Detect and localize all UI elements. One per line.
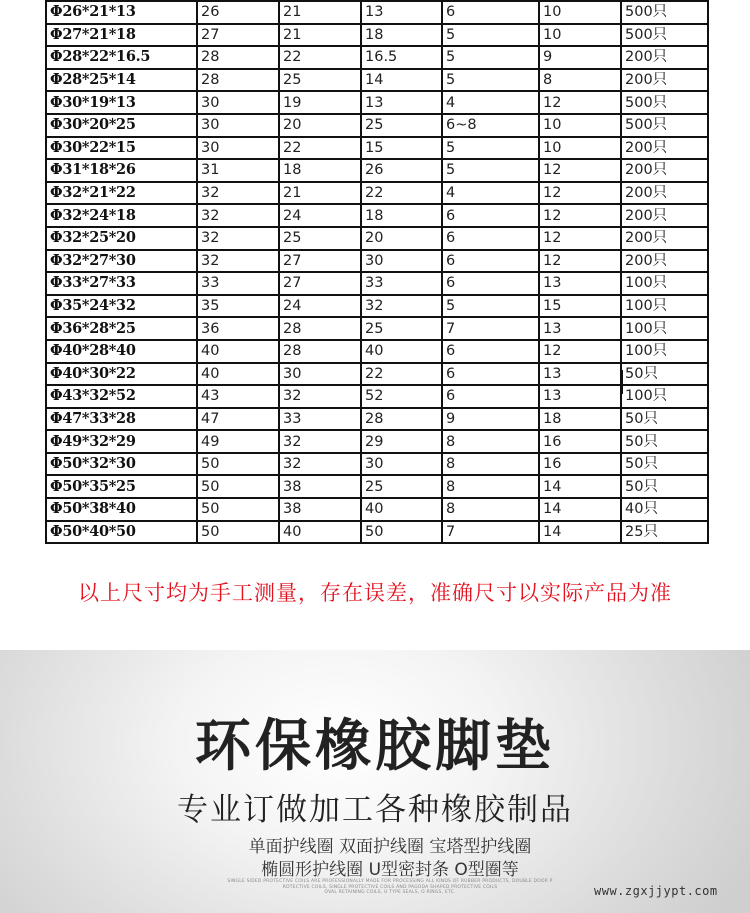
table-cell-outer-diameter: 50 [197, 498, 279, 521]
table-cell-col5: 6 [442, 385, 539, 408]
table-cell-model: Φ33*27*33 [46, 272, 197, 295]
table-cell-outer-diameter: 36 [197, 317, 279, 340]
table-cell-model: Φ32*24*18 [46, 204, 197, 227]
table-cell-model: Φ50*32*30 [46, 453, 197, 476]
table-cell-packing: 100只 [621, 340, 708, 363]
table-cell-inner-diameter: 32 [279, 430, 361, 453]
table-cell-col6: 12 [539, 250, 621, 273]
table-cell-height: 15 [361, 137, 442, 160]
table-cell-model: Φ32*21*22 [46, 182, 197, 205]
table-cell-col6: 9 [539, 46, 621, 69]
table-cell-height: 28 [361, 408, 442, 431]
table-cell-col6: 14 [539, 521, 621, 544]
table-cell-col5: 8 [442, 498, 539, 521]
table-cell-col5: 6 [442, 340, 539, 363]
table-cell-col5: 6~8 [442, 114, 539, 137]
table-cell-col6: 16 [539, 453, 621, 476]
table-cell-col5: 5 [442, 137, 539, 160]
table-cell-height: 25 [361, 317, 442, 340]
table-cell-inner-diameter: 38 [279, 498, 361, 521]
table-cell-height: 29 [361, 430, 442, 453]
table-cell-height: 30 [361, 453, 442, 476]
table-row [46, 408, 708, 431]
table-cell-col6: 13 [539, 317, 621, 340]
table-cell-height: 20 [361, 227, 442, 250]
table-cell-outer-diameter: 32 [197, 182, 279, 205]
table-cell-inner-diameter: 25 [279, 69, 361, 92]
table-cell-outer-diameter: 28 [197, 46, 279, 69]
table-cell-packing: 200只 [621, 137, 708, 160]
table-cell-outer-diameter: 32 [197, 204, 279, 227]
table-cell-packing: 50只 [621, 453, 708, 476]
table-cell-model: Φ47*33*28 [46, 408, 197, 431]
table-row [46, 159, 708, 182]
table-cell-packing: 100只 [621, 385, 708, 408]
table-cell-col5: 4 [442, 91, 539, 114]
table-cell-col6: 8 [539, 69, 621, 92]
table-cell-inner-diameter: 28 [279, 317, 361, 340]
table-cell-inner-diameter: 21 [279, 1, 361, 24]
table-cell-col6: 15 [539, 295, 621, 318]
table-row [46, 114, 708, 137]
table-cell-col6: 12 [539, 204, 621, 227]
table-cell-col5: 9 [442, 408, 539, 431]
table-cell-model: Φ30*19*13 [46, 91, 197, 114]
table-cell-outer-diameter: 50 [197, 453, 279, 476]
table-row [46, 521, 708, 544]
table-cell-packing: 50只 [621, 475, 708, 498]
table-cell-packing: 200只 [621, 182, 708, 205]
spec-table-body [46, 1, 708, 543]
table-cell-height: 22 [361, 182, 442, 205]
table-cell-packing: 50只 [621, 363, 708, 386]
banner-subtitle: 专业订做加工各种橡胶制品 [177, 792, 573, 828]
table-cell-inner-diameter: 21 [279, 24, 361, 47]
table-cell-model: Φ49*32*29 [46, 430, 197, 453]
table-cell-outer-diameter: 40 [197, 340, 279, 363]
table-cell-packing: 200只 [621, 204, 708, 227]
table-cell-model: Φ30*20*25 [46, 114, 197, 137]
table-cell-col5: 7 [442, 521, 539, 544]
table-cell-inner-diameter: 27 [279, 272, 361, 295]
table-cell-inner-diameter: 30 [279, 363, 361, 386]
spec-table-container [45, 0, 707, 544]
table-cell-outer-diameter: 26 [197, 1, 279, 24]
table-cell-col5: 6 [442, 227, 539, 250]
table-cell-height: 14 [361, 69, 442, 92]
table-cell-col5: 7 [442, 317, 539, 340]
table-cell-height: 13 [361, 91, 442, 114]
table-cell-height: 13 [361, 1, 442, 24]
table-cell-inner-diameter: 21 [279, 182, 361, 205]
table-cell-inner-diameter: 20 [279, 114, 361, 137]
table-row [46, 91, 708, 114]
table-cell-packing: 50只 [621, 430, 708, 453]
table-cell-model: Φ50*35*25 [46, 475, 197, 498]
table-cell-height: 32 [361, 295, 442, 318]
table-cell-model: Φ32*27*30 [46, 250, 197, 273]
table-cell-col6: 10 [539, 114, 621, 137]
table-cell-col5: 5 [442, 159, 539, 182]
table-cell-model: Φ40*30*22 [46, 363, 197, 386]
table-cell-col6: 12 [539, 91, 621, 114]
table-cell-packing: 500只 [621, 114, 708, 137]
table-cell-col5: 6 [442, 250, 539, 273]
table-cell-col5: 5 [442, 46, 539, 69]
table-cell-outer-diameter: 40 [197, 363, 279, 386]
table-row [46, 295, 708, 318]
table-row [46, 69, 708, 92]
table-cell-model: Φ50*40*50 [46, 521, 197, 544]
table-row [46, 204, 708, 227]
table-cell-inner-diameter: 27 [279, 250, 361, 273]
table-cell-outer-diameter: 30 [197, 114, 279, 137]
table-cell-packing: 40只 [621, 498, 708, 521]
banner-english-description [225, 879, 555, 896]
measurement-notice: 以上尺寸均为手工测量，存在误差，准确尺寸以实际产品为准 [78, 581, 672, 605]
table-cell-height: 22 [361, 363, 442, 386]
table-row [46, 46, 708, 69]
table-row [46, 182, 708, 205]
table-cell-col6: 10 [539, 24, 621, 47]
table-cell-inner-diameter: 25 [279, 227, 361, 250]
table-cell-col6: 18 [539, 408, 621, 431]
banner-product-line-2: 椭圆形护线圈 U型密封条 O型圈等 [261, 860, 519, 880]
text-cursor-mark [621, 370, 623, 394]
table-row [46, 227, 708, 250]
website-url: www.zgxjjypt.com [594, 884, 718, 898]
table-cell-outer-diameter: 35 [197, 295, 279, 318]
table-cell-height: 26 [361, 159, 442, 182]
table-cell-inner-diameter: 24 [279, 295, 361, 318]
table-cell-height: 50 [361, 521, 442, 544]
table-cell-col5: 6 [442, 363, 539, 386]
table-cell-col6: 13 [539, 385, 621, 408]
table-cell-outer-diameter: 50 [197, 521, 279, 544]
table-cell-height: 30 [361, 250, 442, 273]
table-cell-inner-diameter: 22 [279, 137, 361, 160]
table-cell-outer-diameter: 47 [197, 408, 279, 431]
table-cell-model: Φ28*25*14 [46, 69, 197, 92]
table-cell-inner-diameter: 28 [279, 340, 361, 363]
table-cell-height: 40 [361, 498, 442, 521]
table-cell-model: Φ40*28*40 [46, 340, 197, 363]
table-cell-model: Φ31*18*26 [46, 159, 197, 182]
table-cell-outer-diameter: 30 [197, 137, 279, 160]
table-row [46, 340, 708, 363]
table-cell-model: Φ32*25*20 [46, 227, 197, 250]
table-cell-outer-diameter: 30 [197, 91, 279, 114]
table-cell-height: 16.5 [361, 46, 442, 69]
table-row [46, 317, 708, 340]
table-cell-packing: 25只 [621, 521, 708, 544]
table-cell-col6: 14 [539, 475, 621, 498]
table-cell-col6: 10 [539, 137, 621, 160]
table-cell-col6: 14 [539, 498, 621, 521]
table-cell-col5: 4 [442, 182, 539, 205]
table-cell-col6: 12 [539, 182, 621, 205]
table-cell-model: Φ26*21*13 [46, 1, 197, 24]
table-cell-outer-diameter: 49 [197, 430, 279, 453]
banner-title: 环保橡胶脚垫 [195, 714, 555, 779]
table-row [46, 272, 708, 295]
table-cell-packing: 200只 [621, 227, 708, 250]
table-cell-packing: 200只 [621, 159, 708, 182]
table-cell-col5: 6 [442, 204, 539, 227]
table-cell-inner-diameter: 33 [279, 408, 361, 431]
table-cell-packing: 500只 [621, 1, 708, 24]
table-cell-height: 18 [361, 24, 442, 47]
table-cell-col6: 10 [539, 1, 621, 24]
table-cell-model: Φ50*38*40 [46, 498, 197, 521]
product-banner [0, 650, 750, 913]
table-cell-height: 33 [361, 272, 442, 295]
table-row [46, 363, 708, 386]
english-line: ROTECTIVE COILS, SINGLE PROTECTIVE COILS AND PAGODA SHAPED PROTECTIVE COILS [282, 884, 498, 890]
table-cell-col6: 12 [539, 227, 621, 250]
table-cell-col6: 13 [539, 363, 621, 386]
table-cell-inner-diameter: 24 [279, 204, 361, 227]
table-row [46, 498, 708, 521]
table-row [46, 137, 708, 160]
table-row [46, 430, 708, 453]
table-cell-col5: 8 [442, 453, 539, 476]
table-cell-outer-diameter: 32 [197, 250, 279, 273]
table-cell-col5: 8 [442, 430, 539, 453]
table-cell-outer-diameter: 27 [197, 24, 279, 47]
table-cell-outer-diameter: 32 [197, 227, 279, 250]
table-cell-inner-diameter: 18 [279, 159, 361, 182]
table-cell-height: 25 [361, 475, 442, 498]
table-cell-col6: 13 [539, 272, 621, 295]
table-cell-col5: 8 [442, 475, 539, 498]
table-cell-inner-diameter: 40 [279, 521, 361, 544]
table-cell-inner-diameter: 32 [279, 453, 361, 476]
table-cell-height: 52 [361, 385, 442, 408]
table-cell-packing: 500只 [621, 91, 708, 114]
table-cell-outer-diameter: 43 [197, 385, 279, 408]
table-cell-inner-diameter: 32 [279, 385, 361, 408]
banner-product-line-1: 单面护线圈 双面护线圈 宝塔型护线圈 [248, 837, 532, 857]
table-cell-packing: 500只 [621, 24, 708, 47]
table-cell-height: 25 [361, 114, 442, 137]
table-cell-model: Φ27*21*18 [46, 24, 197, 47]
table-cell-packing: 200只 [621, 46, 708, 69]
table-cell-outer-diameter: 50 [197, 475, 279, 498]
table-row [46, 1, 708, 24]
table-cell-col6: 16 [539, 430, 621, 453]
table-cell-packing: 100只 [621, 272, 708, 295]
table-row [46, 475, 708, 498]
table-cell-height: 40 [361, 340, 442, 363]
table-cell-col5: 5 [442, 24, 539, 47]
table-cell-height: 18 [361, 204, 442, 227]
table-cell-col6: 12 [539, 340, 621, 363]
table-cell-packing: 100只 [621, 317, 708, 340]
table-row [46, 24, 708, 47]
table-cell-packing: 200只 [621, 250, 708, 273]
table-cell-col5: 5 [442, 69, 539, 92]
table-cell-model: Φ43*32*52 [46, 385, 197, 408]
table-cell-model: Φ28*22*16.5 [46, 46, 197, 69]
table-cell-col6: 12 [539, 159, 621, 182]
table-row [46, 385, 708, 408]
english-line: SINGLE SIDED PROTECTIVE COILS ARE PROFESSIONALLY MADE FOR PROCESSING ALL KINDS OF RUBBER PRODUCTS, DOUBLE DOOR P [227, 879, 553, 884]
table-cell-model: Φ36*28*25 [46, 317, 197, 340]
table-cell-packing: 200只 [621, 69, 708, 92]
table-cell-model: Φ30*22*15 [46, 137, 197, 160]
table-cell-col5: 6 [442, 1, 539, 24]
table-cell-inner-diameter: 19 [279, 91, 361, 114]
table-cell-inner-diameter: 22 [279, 46, 361, 69]
table-cell-model: Φ35*24*32 [46, 295, 197, 318]
table-cell-outer-diameter: 28 [197, 69, 279, 92]
table-cell-packing: 100只 [621, 295, 708, 318]
table-cell-inner-diameter: 38 [279, 475, 361, 498]
table-cell-outer-diameter: 33 [197, 272, 279, 295]
table-cell-col5: 6 [442, 272, 539, 295]
table-cell-packing: 50只 [621, 408, 708, 431]
table-cell-col5: 5 [442, 295, 539, 318]
table-row [46, 250, 708, 273]
table-cell-outer-diameter: 31 [197, 159, 279, 182]
spec-table [45, 0, 709, 544]
table-row [46, 453, 708, 476]
english-line: OVAL RETAINING COILS, U TYPE SEALS, O RINGS, ETC. [324, 890, 456, 895]
